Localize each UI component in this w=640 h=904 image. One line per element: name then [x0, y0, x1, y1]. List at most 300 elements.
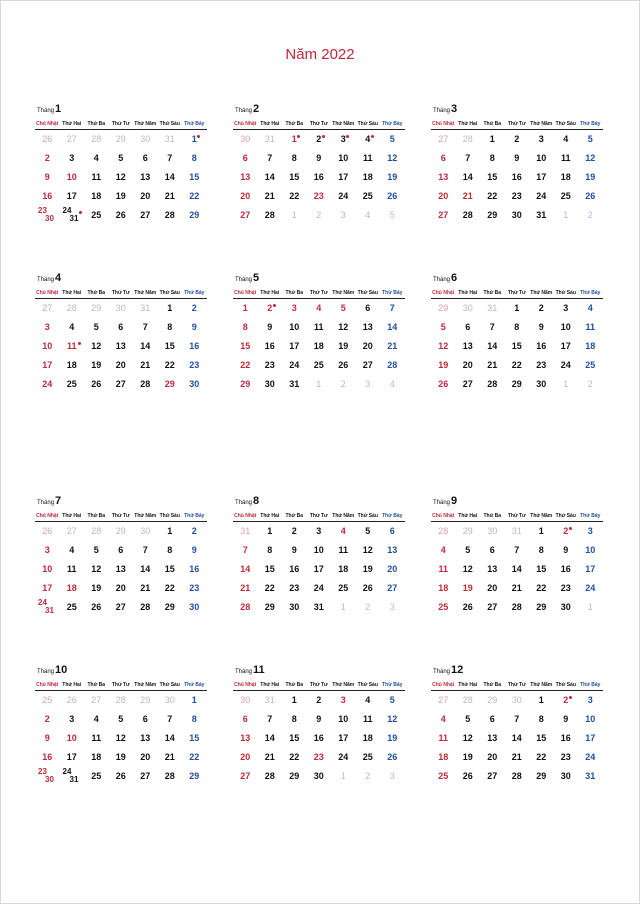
day-cell	[60, 560, 85, 579]
weekday-label: Thứ Năm	[530, 290, 553, 296]
day-number: 5	[93, 545, 99, 555]
day-cell	[84, 356, 109, 375]
weekday-label: Thứ Sáu	[357, 121, 378, 127]
day-number: 24	[585, 752, 596, 762]
day-number: 1	[340, 771, 346, 781]
month-header	[431, 495, 603, 510]
day-cell	[307, 149, 332, 168]
weekday-label: Thứ Hai	[260, 121, 280, 127]
day-number: 1	[316, 379, 322, 389]
day-cell	[182, 541, 207, 560]
day-number: 8	[267, 545, 273, 555]
month-block	[233, 664, 405, 786]
day-number: 19	[585, 172, 596, 182]
weekday-label: Thứ Bảy	[580, 682, 601, 688]
day-number: 20	[115, 360, 126, 370]
day-number: 9	[191, 545, 197, 555]
day-cell	[84, 598, 109, 617]
day-cell	[133, 691, 158, 710]
holiday-dot-icon	[78, 342, 81, 345]
day-number: 29	[289, 771, 300, 781]
month-number: 10	[55, 664, 68, 676]
day-cell	[505, 598, 530, 617]
day-cell	[356, 691, 381, 710]
day-cell	[505, 541, 530, 560]
day-number: 30	[189, 602, 200, 612]
day-number: 2	[316, 134, 322, 144]
day-cell	[578, 522, 603, 541]
day-cell	[158, 375, 183, 394]
day-cell	[529, 691, 554, 710]
day-number: 20	[438, 191, 449, 201]
day-number: 29	[536, 771, 547, 781]
day-cell	[84, 299, 109, 318]
day-cell	[578, 375, 603, 394]
day-cell	[158, 748, 183, 767]
day-number: 3	[340, 695, 346, 705]
day-number: 6	[389, 526, 395, 536]
day-cell	[456, 729, 481, 748]
day-number: 29	[487, 210, 498, 220]
day-number: 30	[115, 303, 126, 313]
day-number: 10	[585, 714, 596, 724]
day-cell	[233, 691, 258, 710]
day-number: 28	[91, 134, 102, 144]
day-cell	[356, 579, 381, 598]
day-cell	[182, 130, 207, 149]
month-header	[431, 103, 603, 118]
day-cell	[529, 356, 554, 375]
day-number: 11	[91, 172, 101, 182]
day-cell	[258, 149, 283, 168]
day-cell	[554, 168, 579, 187]
day-number: 18	[91, 191, 102, 201]
day-cell	[356, 149, 381, 168]
day-cell	[158, 579, 183, 598]
day-cell	[158, 560, 183, 579]
weekday-label: Thứ Ba	[285, 290, 303, 296]
day-cell	[233, 149, 258, 168]
day-cell	[529, 375, 554, 394]
day-cell	[356, 206, 381, 225]
day-cell	[307, 375, 332, 394]
day-number: 22	[189, 191, 200, 201]
weekday-label: Thứ Ba	[483, 513, 501, 519]
day-cell	[307, 579, 332, 598]
day-cell	[480, 748, 505, 767]
day-cell	[578, 318, 603, 337]
day-number: 21	[164, 191, 175, 201]
day-number: 30	[240, 695, 251, 705]
day-number: 4	[440, 545, 446, 555]
day-number: 25	[438, 771, 449, 781]
day-number: 28	[438, 526, 449, 536]
day-cell	[233, 579, 258, 598]
day-cell	[554, 710, 579, 729]
day-cell	[380, 356, 405, 375]
day-cell	[258, 560, 283, 579]
day-cell	[258, 748, 283, 767]
day-number: 3	[340, 210, 346, 220]
day-number: 12	[115, 733, 126, 743]
day-number: 10	[66, 733, 77, 743]
day-cell	[554, 299, 579, 318]
day-cell	[233, 299, 258, 318]
day-number: 3	[44, 322, 50, 332]
day-cell	[578, 767, 603, 786]
day-number: 19	[91, 360, 102, 370]
day-cell	[529, 168, 554, 187]
day-cell	[529, 579, 554, 598]
day-cell	[480, 187, 505, 206]
day-number: 12	[115, 172, 126, 182]
day-cell	[456, 337, 481, 356]
day-number: 24	[338, 191, 349, 201]
day-number: 28	[511, 602, 522, 612]
month-number: 1	[55, 103, 62, 115]
day-number: 31	[313, 602, 324, 612]
day-number: 26	[338, 360, 349, 370]
weekday-label: Thứ Ba	[483, 290, 501, 296]
day-cell	[35, 356, 60, 375]
day-number: 2	[267, 303, 273, 313]
day-number: 12	[387, 714, 398, 724]
day-number: 1	[538, 695, 544, 705]
day-number: 29	[438, 303, 449, 313]
weekday-label: Chủ Nhật	[432, 290, 455, 296]
day-grid	[35, 522, 207, 617]
day-cell	[158, 130, 183, 149]
month-header	[431, 272, 603, 287]
weekday-label: Thứ Năm	[530, 513, 553, 519]
day-cell	[109, 748, 134, 767]
day-grid	[233, 299, 405, 394]
day-cell	[258, 598, 283, 617]
day-cell	[505, 356, 530, 375]
day-cell	[307, 337, 332, 356]
day-number: 16	[313, 172, 324, 182]
day-cell	[554, 337, 579, 356]
day-number: 13	[387, 545, 398, 555]
day-number: 6	[142, 153, 148, 163]
day-number: 30	[511, 695, 522, 705]
day-cell	[431, 130, 456, 149]
day-number: 6	[118, 322, 124, 332]
day-number: 30	[313, 771, 324, 781]
day-number: 2	[191, 303, 197, 313]
day-grid	[431, 130, 603, 225]
day-number: 30	[45, 775, 54, 784]
day-number: 23	[511, 191, 522, 201]
day-number: 14	[264, 172, 275, 182]
day-cell	[60, 541, 85, 560]
day-number: 15	[189, 733, 200, 743]
day-number: 29	[264, 602, 275, 612]
day-cell	[505, 187, 530, 206]
day-cell	[258, 356, 283, 375]
day-cell	[133, 560, 158, 579]
day-cell	[431, 299, 456, 318]
day-cell	[480, 598, 505, 617]
day-cell	[331, 356, 356, 375]
day-number: 2	[191, 526, 197, 536]
day-cell	[109, 691, 134, 710]
weekday-header-row	[35, 681, 207, 691]
day-cell	[456, 767, 481, 786]
day-cell	[431, 206, 456, 225]
weekday-header-row	[431, 681, 603, 691]
weekday-label: Thứ Bảy	[580, 513, 601, 519]
day-cell	[529, 130, 554, 149]
day-cell	[282, 206, 307, 225]
day-number: 16	[42, 752, 53, 762]
day-number: 20	[387, 564, 398, 574]
day-number: 27	[66, 526, 77, 536]
day-number: 4	[69, 545, 75, 555]
day-number: 13	[438, 172, 449, 182]
day-cell	[505, 206, 530, 225]
day-number: 13	[140, 172, 151, 182]
day-cell	[456, 598, 481, 617]
day-number: 18	[66, 583, 77, 593]
day-cell	[35, 579, 60, 598]
day-cell	[84, 748, 109, 767]
day-cell	[84, 767, 109, 786]
day-number: 11	[560, 153, 571, 163]
month-header	[233, 664, 405, 679]
weekday-header-row	[35, 289, 207, 299]
day-number: 27	[487, 602, 498, 612]
day-cell	[380, 337, 405, 356]
day-cell	[109, 729, 134, 748]
weekday-header-row	[35, 120, 207, 130]
day-number: 9	[538, 322, 544, 332]
day-number: 10	[289, 322, 300, 332]
day-cell	[431, 541, 456, 560]
day-number: 2	[44, 153, 50, 163]
weekday-label: Thứ Năm	[332, 513, 355, 519]
day-number: 31	[140, 303, 151, 313]
weekday-label: Thứ Năm	[332, 290, 355, 296]
day-cell	[258, 337, 283, 356]
day-number: 8	[191, 714, 197, 724]
day-cell	[109, 710, 134, 729]
day-number: 3	[69, 714, 75, 724]
weekday-header-row	[35, 512, 207, 522]
day-cell	[307, 130, 332, 149]
month-block	[35, 664, 207, 786]
month-header	[431, 664, 603, 679]
weekday-label: Thứ Sáu	[555, 290, 576, 296]
month-label: Tháng	[37, 669, 55, 675]
day-cell	[307, 710, 332, 729]
day-cell	[480, 337, 505, 356]
day-number: 3	[587, 526, 593, 536]
day-cell	[331, 729, 356, 748]
day-cell	[554, 206, 579, 225]
day-cell	[529, 598, 554, 617]
day-number: 26	[387, 752, 398, 762]
day-cell	[505, 691, 530, 710]
day-number: 31	[264, 695, 275, 705]
weekday-label: Chủ Nhật	[432, 513, 455, 519]
day-cell	[307, 691, 332, 710]
day-cell	[456, 579, 481, 598]
day-number: 26	[42, 134, 53, 144]
day-number: 23	[560, 752, 571, 762]
day-number: 1	[267, 526, 273, 536]
day-number: 15	[264, 564, 275, 574]
day-number: 6	[242, 153, 248, 163]
holiday-dot-icon	[322, 135, 325, 138]
month-number: 11	[253, 664, 265, 676]
day-cell	[35, 187, 60, 206]
day-cell	[109, 130, 134, 149]
weekday-label: Thứ Tư	[507, 290, 526, 296]
day-number: 10	[338, 153, 349, 163]
day-cell	[60, 767, 85, 786]
month-block	[233, 272, 405, 394]
day-cell	[554, 541, 579, 560]
day-number: 20	[115, 583, 126, 593]
day-number: 20	[487, 583, 498, 593]
day-number: 1	[587, 602, 593, 612]
day-number: 6	[465, 322, 471, 332]
day-cell	[158, 522, 183, 541]
day-cell	[307, 767, 332, 786]
day-number: 28	[511, 771, 522, 781]
day-cell	[331, 710, 356, 729]
day-number: 22	[189, 752, 200, 762]
day-number: 22	[289, 191, 300, 201]
day-number: 19	[438, 360, 449, 370]
weekday-label: Thứ Sáu	[159, 682, 180, 688]
day-number: 13	[487, 733, 498, 743]
day-cell	[554, 748, 579, 767]
month-label: Tháng	[235, 277, 253, 283]
day-number: 25	[91, 771, 102, 781]
day-number: 19	[115, 752, 126, 762]
day-number: 12	[362, 545, 373, 555]
day-cell	[456, 375, 481, 394]
day-cell	[578, 691, 603, 710]
day-cell	[282, 299, 307, 318]
day-cell	[258, 206, 283, 225]
day-number: 18	[66, 360, 77, 370]
day-number: 23	[560, 583, 571, 593]
day-cell	[529, 748, 554, 767]
day-cell	[35, 375, 60, 394]
day-cell	[233, 541, 258, 560]
day-cell	[133, 710, 158, 729]
day-cell	[505, 149, 530, 168]
day-cell	[480, 299, 505, 318]
day-number: 7	[514, 545, 520, 555]
day-number: 18	[560, 172, 571, 182]
weekday-label: Thứ Sáu	[357, 513, 378, 519]
day-number: 30	[140, 134, 151, 144]
day-number: 9	[563, 545, 569, 555]
day-number: 24	[313, 583, 324, 593]
day-cell	[331, 375, 356, 394]
day-cell	[258, 691, 283, 710]
day-number: 27	[91, 695, 102, 705]
day-cell	[431, 748, 456, 767]
day-number: 14	[140, 341, 151, 351]
day-number: 17	[42, 583, 53, 593]
day-cell	[380, 130, 405, 149]
day-cell	[356, 130, 381, 149]
day-number: 2	[514, 134, 520, 144]
day-number: 24	[338, 752, 349, 762]
day-number: 28	[462, 695, 473, 705]
day-cell	[35, 318, 60, 337]
day-number: 20	[140, 191, 151, 201]
day-cell	[529, 149, 554, 168]
day-cell	[84, 691, 109, 710]
month-number: 12	[451, 664, 464, 676]
day-cell	[356, 522, 381, 541]
day-cell	[307, 356, 332, 375]
weekday-label: Thứ Ba	[87, 121, 105, 127]
day-cell	[529, 729, 554, 748]
day-number: 29	[487, 695, 498, 705]
day-cell	[554, 130, 579, 149]
day-number: 28	[264, 210, 275, 220]
day-number: 18	[362, 733, 373, 743]
day-cell	[233, 168, 258, 187]
day-cell	[480, 130, 505, 149]
day-cell	[307, 318, 332, 337]
day-number: 21	[164, 752, 175, 762]
day-number: 3	[389, 771, 395, 781]
day-cell	[331, 149, 356, 168]
day-cell	[158, 598, 183, 617]
day-cell	[60, 375, 85, 394]
day-cell	[480, 729, 505, 748]
day-number: 7	[267, 714, 273, 724]
day-cell	[380, 729, 405, 748]
day-cell	[505, 337, 530, 356]
day-number: 4	[93, 714, 99, 724]
day-cell	[480, 356, 505, 375]
day-number: 3	[563, 303, 569, 313]
day-number: 11	[585, 322, 595, 332]
day-number: 22	[536, 752, 547, 762]
month-number: 9	[451, 495, 458, 507]
day-number: 29	[164, 602, 175, 612]
weekday-label: Chủ Nhật	[36, 513, 59, 519]
day-cell	[109, 541, 134, 560]
day-cell	[158, 168, 183, 187]
day-number: 6	[440, 153, 446, 163]
month-number: 5	[253, 272, 260, 284]
day-cell	[182, 168, 207, 187]
day-number: 18	[438, 583, 449, 593]
day-number: 16	[264, 341, 275, 351]
day-number: 26	[387, 191, 398, 201]
day-number: 21	[264, 191, 275, 201]
day-number: 23	[38, 206, 47, 215]
day-cell	[109, 522, 134, 541]
day-grid	[233, 130, 405, 225]
day-cell	[35, 522, 60, 541]
day-number: 14	[164, 733, 175, 743]
weekday-label: Thứ Năm	[134, 290, 157, 296]
day-number: 17	[585, 733, 596, 743]
day-cell	[380, 579, 405, 598]
day-cell	[578, 579, 603, 598]
